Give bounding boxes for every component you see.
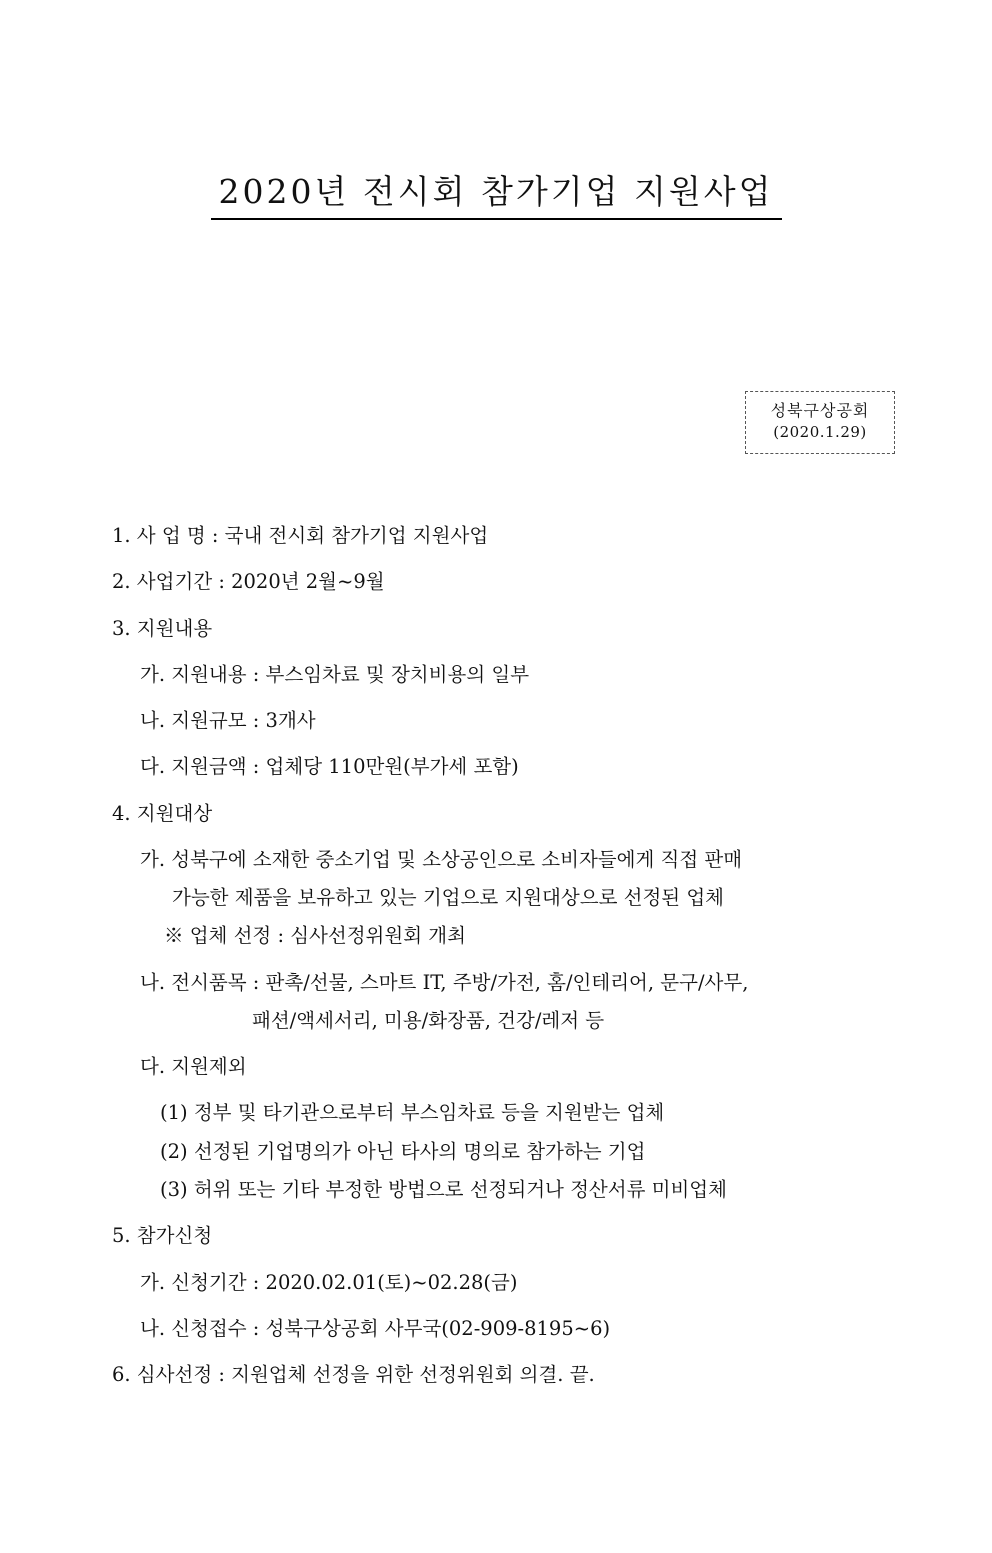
document-body [112,522,902,1407]
body-line-item4-a-1: 가. 성북구에 소재한 중소기업 및 소상공인으로 소비자들에게 직접 판매 [140,847,743,871]
body-line-item5: 5. 참가신청 [112,1224,213,1248]
issuer-organization: 성북구상공회 [770,401,870,420]
body-line-item4-c-1: (1) 정부 및 타기관으로부터 부스임차료 등을 지원받는 업체 [160,1101,665,1125]
body-line-item5-b: 나. 신청접수 : 성북구상공회 사무국(02-909-8195~6) [140,1316,611,1340]
body-line-item4: 4. 지원대상 [112,801,213,825]
document-page [0,150,992,1553]
body-line-item1: 1. 사 업 명 : 국내 전시회 참가기업 지원사업 [112,524,489,547]
body-line-item3-c: 다. 지원금액 : 업체당 110만원(부가세 포함) [140,755,519,779]
body-line-item6: 6. 심사선정 : 지원업체 선정을 위한 선정위원회 의결. 끝. [112,1363,595,1387]
body-line-item4-a-2: 가능한 제품을 보유하고 있는 기업으로 지원대상으로 선정된 업체 [172,886,724,910]
body-line-item3: 3. 지원내용 [112,616,213,640]
body-line-item4-b-1: 나. 전시품목 : 판촉/선물, 스마트 IT, 주방/가전, 홈/인테리어, 문구/사무, [140,970,749,994]
issuer-stamp-box [745,391,895,454]
body-line-item4-b-2: 패션/액세서리, 미용/화장품, 건강/레저 등 [252,1008,605,1032]
body-line-item4-c-3: (3) 허위 또는 기타 부정한 방법으로 선정되거나 정산서류 미비업체 [160,1177,727,1201]
body-line-item4-c: 다. 지원제외 [140,1055,247,1079]
title-container [0,150,992,242]
issuer-date: (2020.1.29) [773,423,867,442]
body-line-item3-a: 가. 지원내용 : 부스임차료 및 장치비용의 일부 [140,662,530,686]
body-line-item5-a: 가. 신청기간 : 2020.02.01(토)~02.28(금) [140,1270,518,1294]
body-line-item4-c-2: (2) 선정된 기업명의가 아닌 타사의 명의로 참가하는 기업 [160,1139,646,1163]
body-line-item2: 2. 사업기간 : 2020년 2월~9월 [112,570,385,594]
body-line-item3-b: 나. 지원규모 : 3개사 [140,709,316,733]
page-title: 2020년 전시회 참가기업 지원사업 [211,172,782,220]
body-line-item4-a-note: ※ 업체 선정 : 심사선정위원회 개최 [164,924,466,948]
